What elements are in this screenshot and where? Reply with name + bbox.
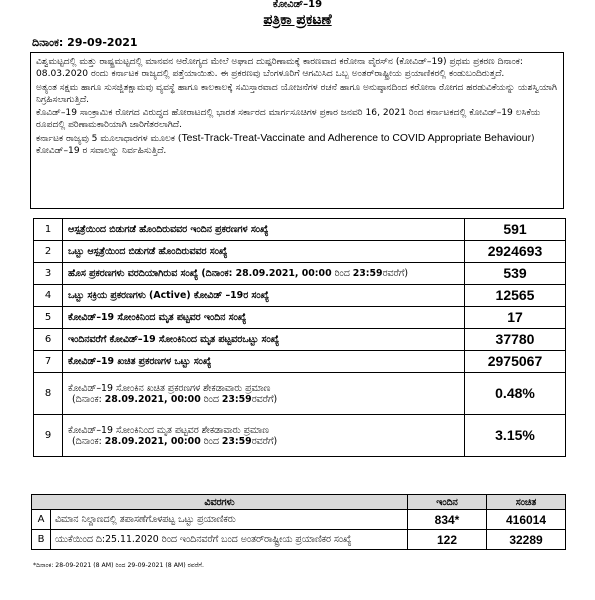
table-row xyxy=(34,263,566,285)
header-top-text: ಕೋವಿಡ್–19 xyxy=(272,0,323,8)
row-number: 8 xyxy=(34,373,63,415)
row-sublabel xyxy=(68,394,459,405)
row-label: ಇಂದಿನವರೆಗೆ ಕೋವಿಡ್–19 ಸೋಂಕಿನಿಂದ ಮೃತ ಪಟ್ಟವರಒಟ್ಟು ಸಂಖ್ಯೆ xyxy=(63,329,465,351)
row-number: 5 xyxy=(34,307,63,329)
intro-p4-prefix: ಕರ್ನಾಟಕ ರಾಜ್ಯವು 5 ಮೂಲಾಧಾರಗಳ ಮೂಲಕ ( xyxy=(36,133,182,144)
row-value: 3.15% xyxy=(465,415,566,457)
row-number: 7 xyxy=(34,351,63,373)
row-label: ಒಟ್ಟು ಸಕ್ರಿಯ ಪ್ರಕರಣಗಳು (Active) ಕೋವಿಡ್ –19ರ ಸಂಖ್ಯೆ xyxy=(63,285,465,307)
row-number: 6 xyxy=(34,329,63,351)
sub-date: 28.09.2021, 00:00 xyxy=(104,393,201,405)
row-label-text: ಕೋವಿಡ್–19 ಸೋಂಕಿನಿಂದ ಮೃತ ಪಟ್ಟವರ ಶೇಕಡಾವಾರು ಪ್ರಮಾಣ xyxy=(68,424,269,436)
table-row xyxy=(34,219,566,241)
sub-prefix: (ದಿನಾಂಕ: xyxy=(72,393,105,405)
row-label xyxy=(63,373,465,415)
stats-table xyxy=(33,218,566,457)
row-label-until: ರವರೆಗೆ) xyxy=(382,268,408,279)
intro-paragraph-1: ವಿಶ್ವಮಟ್ಟದಲ್ಲಿ ಮತ್ತು ರಾಷ್ಟ್ರಮಟ್ಟದಲ್ಲಿ ಮಾನವನ ಆರೋಗ್ಯದ ಮೇಲೆ ಅಘಾದ ದುಷ್ಪರಿಣಾಮಕ್ಕೆ ಕಾರಣವಾದ ಕರೋನಾ ವೈರಸ್‌ನ (ಕೋವಿಡ್–19) ಪ್ರಥಮ ಪ್ರಕರಣ ದಿನಾಂಕ: 08.03.2020 ರಂದು ಕರ್ನಾಟಕ ರಾಜ್ಯದಲ್ಲಿ ಪತ್ತೆಯಾಯಿತು. ಈ ಪ್ರಕರಣವು ಬೆಂಗಳೂರಿಗೆ ಆಗಮಿಸಿದ ಒಬ್ಬ ಅಂತರ್‌ರಾಷ್ಟ್ರೀಯ ಪ್ರಯಾಣಿಕರಲ್ಲಿ ಕಂಡುಬಂದಿರುತ್ತದೆ. xyxy=(36,57,523,80)
table-row xyxy=(34,351,566,373)
row-value: 2924693 xyxy=(465,241,566,263)
row-label xyxy=(63,263,465,285)
row-number: 3 xyxy=(34,263,63,285)
row-value: 37780 xyxy=(465,329,566,351)
row-label: ಆಸ್ಪತ್ರೆಯಿಂದ ಬಿಡುಗಡೆ ಹೊಂದಿರುವವರ ಇಂದಿನ ಪ್ರಕರಣಗಳ ಸಂಖ್ಯೆ xyxy=(63,219,465,241)
row-label-date: 28.09.2021, 00:00 xyxy=(235,268,332,279)
row-label-from: ರಿಂದ xyxy=(331,268,353,279)
row-number: 9 xyxy=(34,415,63,457)
row-label-text: ಹೊಸ ಪ್ರಕರಣಗಳು ವರದಿಯಾಗಿರುವ ಸಂಖ್ಯೆ (ದಿನಾಂಕ: xyxy=(68,268,236,279)
row-label: ಕೋವಿಡ್–19 ಸೋಂಕಿನಿಂದ ಮೃತ ಪಟ್ಟವರ ಇಂದಿನ ಸಂಖ್ಯೆ xyxy=(63,307,465,329)
date-label: ದಿನಾಂಕ: xyxy=(32,36,64,49)
row-label-text: ಕೋವಿಡ್–19 ಸೋಂಕಿನ ಖಚಿತ ಪ್ರಕರಣಗಳ ಶೇಕಡಾವಾರು ಪ್ರಮಾಣ xyxy=(68,382,271,394)
table-row xyxy=(34,373,566,415)
row-letter: B xyxy=(32,530,51,550)
row-cumulative: 416014 xyxy=(487,510,566,530)
row-today: 122 xyxy=(408,530,487,550)
travel-table xyxy=(31,494,566,550)
row-label xyxy=(63,415,465,457)
table-row xyxy=(34,285,566,307)
intro-paragraph-2: ಅತ್ಯಂತ ಸಕ್ಷಮ ಹಾಗೂ ಸುಸಜ್ಜಿತಕ್ಷಾಮವು ವ್ಯವಸ್ಥೆ ಹಾಗೂ ಕಾಲಕಾಲಕ್ಕೆ ಸಮಿಸ್ತಾರವಾದ ಯೋಜನೆಗಳ ರಚನೆ ಹಾಗೂ ಅನುಷ್ಠಾನದಿಂದ ಕರೋನಾ ರೋಗದ ಹರಡುವಿಕೆಯನ್ನು ಯಶಸ್ವಿಯಾಗಿ ನಿಗ್ರಹಿಸಲಾಗುತ್ತಿದೆ. xyxy=(36,82,557,105)
sub-time: 23:59 xyxy=(221,435,252,447)
date-line xyxy=(32,36,138,50)
sub-from: ರಿಂದ xyxy=(200,435,222,447)
col-header-today: ಇಂದಿನ xyxy=(408,495,487,510)
row-label: ವಿಮಾನ ನಿಲ್ದಾಣದಲ್ಲಿ ತಪಾಸಣೆಗೊಳಪಟ್ಟ ಒಟ್ಟು ಪ್ರಯಾಣಿಕರು xyxy=(51,510,408,530)
date-value: 29-09-2021 xyxy=(67,36,138,49)
page-title: ಪತ್ರಿಕಾ ಪ್ರಕಟಣೆ xyxy=(263,12,332,28)
row-label: ಕೋವಿಡ್–19 ಖಚಿತ ಪ್ರಕರಣಗಳ ಒಟ್ಟು ಸಂಖ್ಯೆ xyxy=(63,351,465,373)
row-value: 539 xyxy=(465,263,566,285)
sub-until: ರವರೆಗೆ) xyxy=(251,393,278,405)
sub-until: ರವರೆಗೆ) xyxy=(251,435,278,447)
row-value: 2975067 xyxy=(465,351,566,373)
intro-p4-suffix: ) ಕೋವಿಡ್–19 ರ ಸವಾಲನ್ನು ನಿರ್ವಹಿಸುತ್ತಿದೆ. xyxy=(36,133,535,157)
intro-p4-english: Test-Track-Treat-Vaccinate and Adherence to COVID Appropriate Behaviour xyxy=(181,132,532,144)
row-number: 4 xyxy=(34,285,63,307)
row-value: 591 xyxy=(465,219,566,241)
intro-paragraph-4 xyxy=(36,133,558,158)
row-label: ಒಟ್ಟು ಆಸ್ಪತ್ರೆಯಿಂದ ಬಿಡುಗಡೆ ಹೊಂದಿರುವವರ ಸಂಖ್ಯೆ xyxy=(63,241,465,263)
row-label-time: 23:59 xyxy=(352,268,383,279)
table-row xyxy=(32,510,566,530)
row-letter: A xyxy=(32,510,51,530)
intro-paragraph-3: ಕೊವಿಡ್–19 ಸಾಂಕ್ರಾಮಿಕ ರೋಗದ ವಿರುದ್ಧದ ಹೋರಾಟದಲ್ಲಿ ಭಾರತ ಸರ್ಕಾರದ ಮಾರ್ಗಸೂಚಿಗಳ ಪ್ರಕಾರ ಜನವರಿ 16, 2021 ರಿಂದ ಕರ್ನಾಟಕದಲ್ಲಿ ಕೋವಿಡ್–19 ಲಸಿಕೆಯ ರೂಪದಲ್ಲಿ ಪರಿಣಾಮಕಾರಿಯಾಗಿ ಜಾರಿಗೆತರಲಾಗಿದೆ. xyxy=(36,108,541,131)
row-value: 12565 xyxy=(465,285,566,307)
table-row xyxy=(32,530,566,550)
intro-box xyxy=(30,52,564,209)
row-number: 1 xyxy=(34,219,63,241)
sub-prefix: (ದಿನಾಂಕ: xyxy=(72,435,105,447)
row-value: 0.48% xyxy=(465,373,566,415)
footnote: *ದಿನಾಂಕ: 28-09-2021 (8 AM) ರಿಂದ 29-09-2021 (8 AM) ರವರೆಗೆ. xyxy=(33,562,204,569)
col-header-details: ವಿವರಗಳು xyxy=(32,495,408,510)
table-row xyxy=(34,415,566,457)
table-header-row xyxy=(32,495,566,510)
col-header-cumulative: ಸಂಚಿತ xyxy=(487,495,566,510)
sub-from: ರಿಂದ xyxy=(200,393,222,405)
row-value: 17 xyxy=(465,307,566,329)
table-row xyxy=(34,241,566,263)
sub-time: 23:59 xyxy=(221,393,252,405)
row-sublabel xyxy=(68,436,459,447)
table-row xyxy=(34,329,566,351)
row-today: 834* xyxy=(408,510,487,530)
sub-date: 28.09.2021, 00:00 xyxy=(104,435,201,447)
row-label: ಯುಕೆಯಿಂದ ದಿ:25.11.2020 ರಿಂದ ಇಂದಿನವರೆಗೆ ಬಂದ ಅಂತರ್‌ರಾಷ್ಟ್ರೀಯ ಪ್ರಯಾಣಿಕರ ಸಂಖ್ಯೆ xyxy=(51,530,408,550)
table-row xyxy=(34,307,566,329)
row-number: 2 xyxy=(34,241,63,263)
row-cumulative: 32289 xyxy=(487,530,566,550)
